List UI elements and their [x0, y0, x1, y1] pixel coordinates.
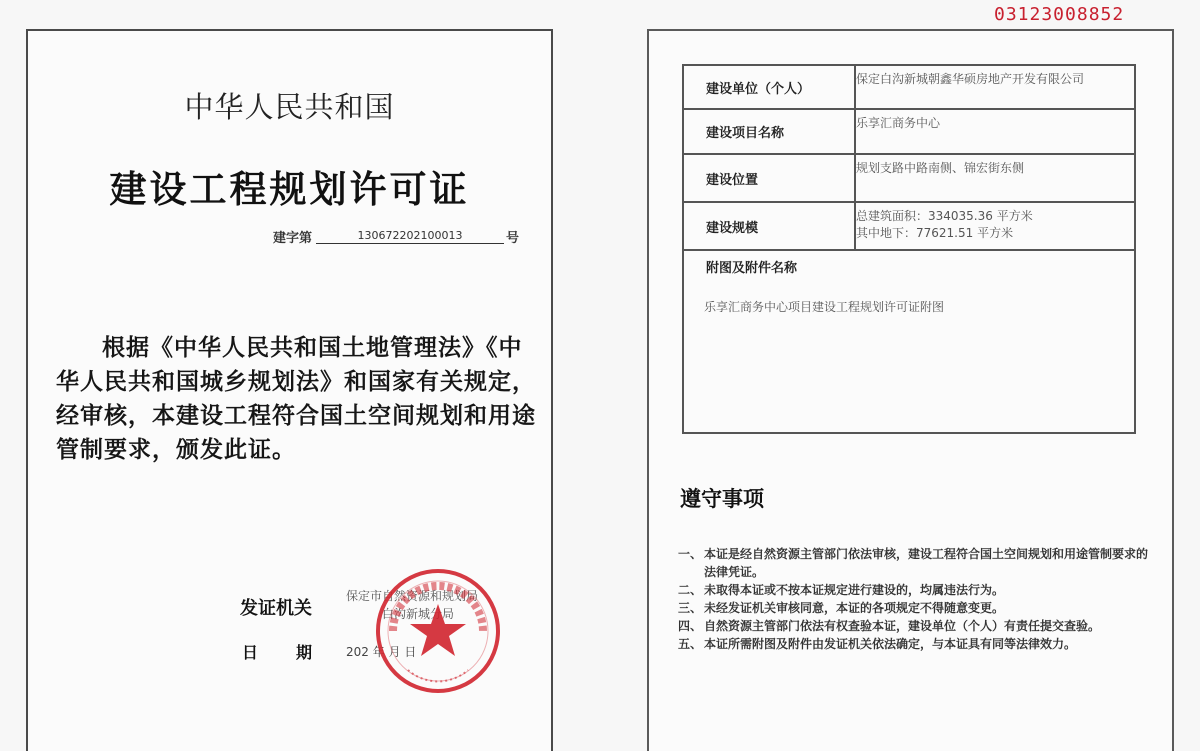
rule-number: 五、	[678, 637, 703, 651]
issuer-value-line1: 保定市自然资源和规划局	[346, 589, 479, 603]
row-label: 建设位置	[683, 154, 855, 202]
permit-prefix: 建字第	[273, 231, 313, 246]
list-item	[678, 545, 1148, 581]
certificate-back-page	[647, 29, 1174, 751]
attachment-value: 乐享汇商务中心项目建设工程规划许可证附图	[704, 300, 945, 314]
serial-number: 03123008852	[994, 4, 1125, 25]
table-row	[683, 109, 1135, 154]
certificate-front-page	[26, 29, 553, 751]
list-item	[678, 635, 1148, 653]
table-row	[683, 202, 1135, 250]
issuer-label: 发证机关	[240, 598, 312, 619]
certificate-body-text: 根据《中华人民共和国土地管理法》《中华人民共和国城乡规划法》和国家有关规定，经审核，本建设工程符合国土空间规划和用途管制要求，颁发此证。	[56, 335, 536, 463]
permit-number-row	[273, 227, 519, 246]
rule-text: 未经发证机关审核同意，本证的各项规定不得随意变更。	[704, 601, 1005, 615]
row-value	[855, 202, 1135, 250]
issuer-value-line2: 白沟新城分局	[382, 607, 455, 621]
table-row	[683, 154, 1135, 202]
table-row	[683, 65, 1135, 109]
list-item	[678, 599, 1148, 617]
row-label: 建设单位（个人）	[683, 65, 855, 109]
rule-text: 未取得本证或不按本证规定进行建设的，均属违法行为。	[704, 583, 1005, 597]
rule-text: 自然资源主管部门依法有权查验本证，建设单位（个人）有责任提交查验。	[704, 619, 1101, 633]
project-info-table	[682, 64, 1136, 434]
date-label: 日期	[242, 643, 351, 662]
rule-text: 本证所需附图及附件由发证机关依法确定，与本证具有同等法律效力。	[704, 637, 1077, 651]
rule-number: 三、	[678, 601, 703, 615]
rule-number: 一、	[678, 547, 703, 561]
list-item	[678, 617, 1148, 635]
row-value: 保定白沟新城朝鑫华硕房地产开发有限公司	[855, 65, 1135, 109]
row-label: 建设项目名称	[683, 109, 855, 154]
underground-area: 其中地下：77621.51 平方米	[856, 226, 1014, 240]
rule-number: 四、	[678, 619, 703, 633]
country-heading: 中华人民共和国	[184, 90, 395, 124]
row-label: 建设规模	[683, 202, 855, 250]
total-area: 总建筑面积：334035.36 平方米	[856, 209, 1033, 223]
certificate-title: 建设工程规划许可证	[109, 168, 470, 211]
attachment-row	[683, 250, 1135, 433]
date-value: 202 年 月 日	[346, 645, 417, 659]
rule-text: 本证是经自然资源主管部门依法审核，建设工程符合国土空间规划和用途管制要求的法律凭证。	[704, 547, 1149, 579]
rules-title: 遵守事项	[680, 487, 764, 511]
permit-number: 130672202100013	[316, 229, 504, 244]
official-seal-icon	[373, 566, 503, 696]
rules-list	[678, 545, 1148, 653]
row-value: 乐享汇商务中心	[855, 109, 1135, 154]
permit-suffix: 号	[506, 231, 520, 246]
rule-number: 二、	[678, 583, 703, 597]
attachment-label: 附图及附件名称	[706, 261, 798, 276]
row-value: 规划支路中路南侧、锦宏街东侧	[855, 154, 1135, 202]
list-item	[678, 581, 1148, 599]
